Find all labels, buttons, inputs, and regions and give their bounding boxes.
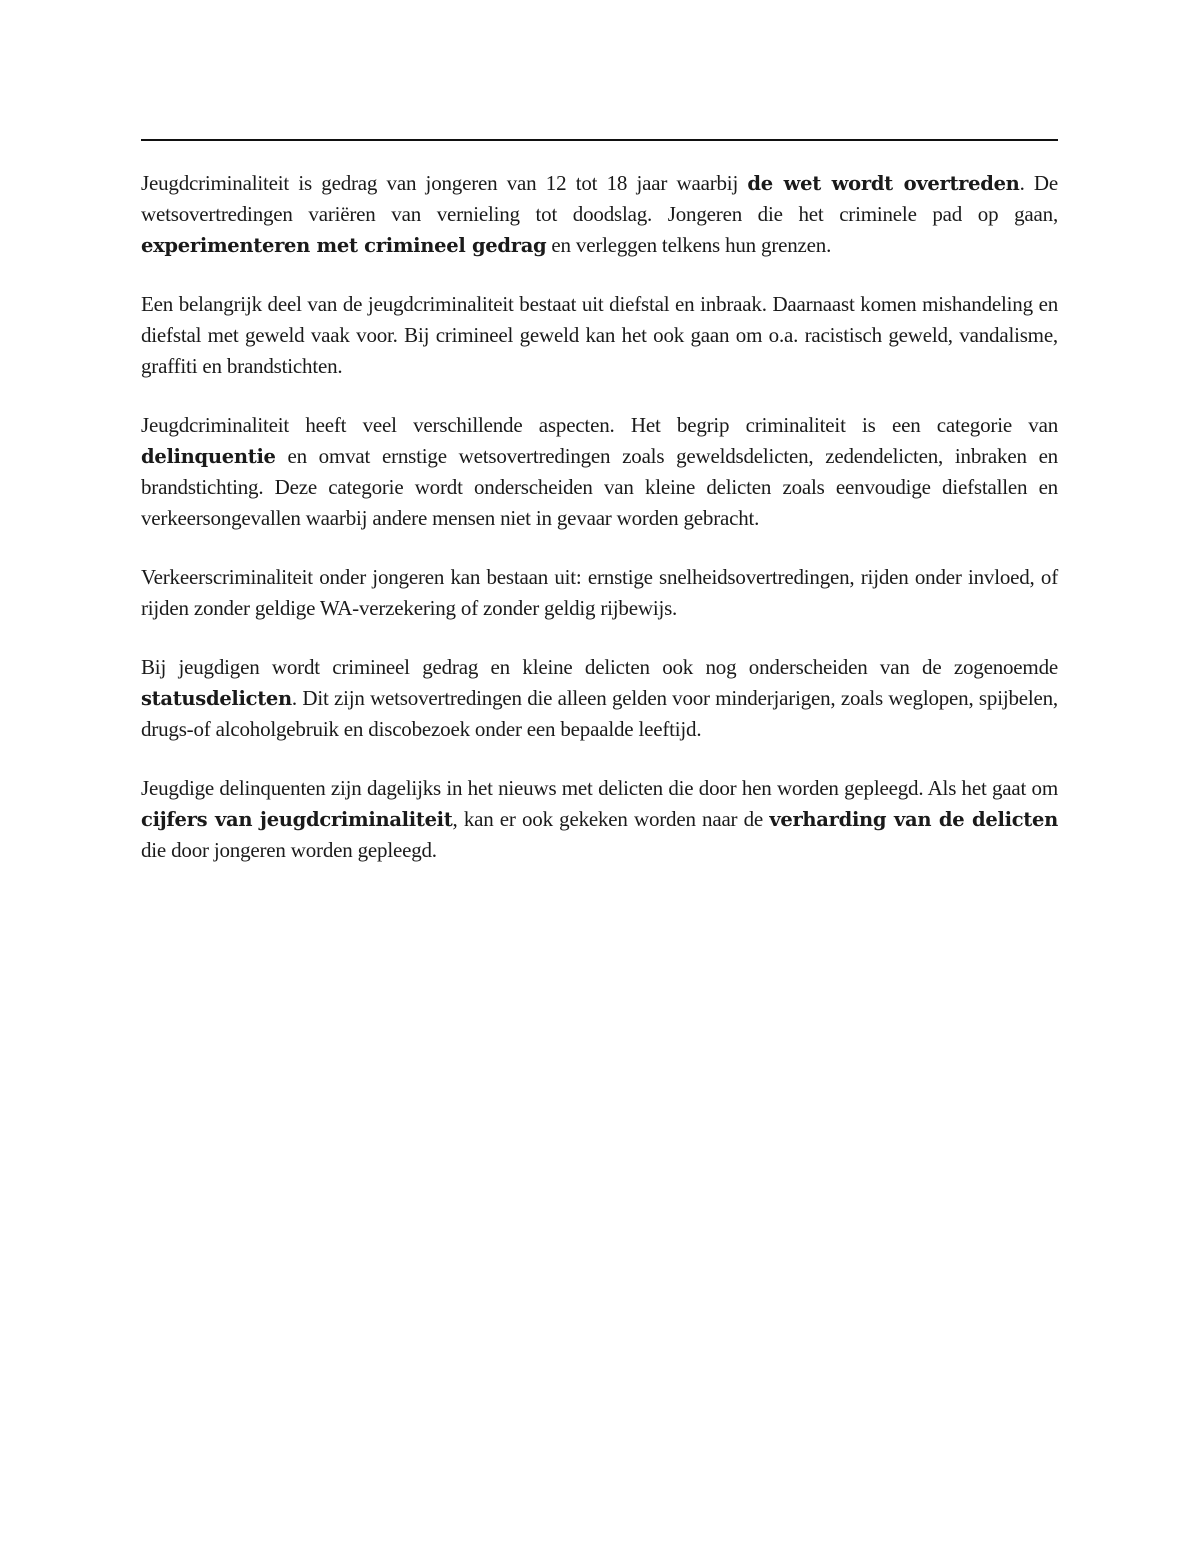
text-run: . De wetsovertredingen variëren van vernieling tot doodslag. Jongeren die het criminele pad op gaan,: [141, 171, 1059, 226]
header-rule: [141, 139, 1058, 141]
text-run: en verleggen telkens hun grenzen.: [546, 233, 832, 257]
paragraph-traffic: [141, 562, 1058, 624]
document-body: [141, 168, 1058, 894]
text-run: Verkeerscriminaliteit onder jongeren kan bestaan uit: ernstige snelheidsovertredingen, rijden onder invloed, of rijden zonder geldige WA-verzekering of zonder geldig rijbewijs.: [141, 565, 1058, 620]
bold-text-run: experimenteren met crimineel gedrag: [141, 234, 547, 257]
text-run: , kan er ook gekeken worden naar de: [452, 807, 770, 831]
paragraph-aspects: [141, 410, 1058, 534]
text-run: . Dit zijn wetsovertredingen die alleen gelden voor minderjarigen, zoals weglopen, spijbelen, drugs-of alcoholgebruik en discobezoek onder een bepaalde leeftijd.: [141, 686, 1058, 741]
bold-text-run: cijfers van jeugdcriminaliteit: [141, 808, 453, 831]
text-run: Jeugdcriminaliteit is gedrag van jongeren van 12 tot 18 jaar waarbij: [141, 171, 748, 195]
text-run: en omvat ernstige wetsovertredingen zoals geweldsdelicten, zedendelicten, inbraken en brandstichting. Deze categorie wordt onderscheiden van kleine delicten zoals eenvoudige diefstallen en verkeersongevallen waarbij andere mensen niet in gevaar worden gebracht.: [141, 444, 1058, 530]
bold-text-run: de wet wordt overtreden: [747, 172, 1020, 195]
paragraph-status-offences: [141, 652, 1058, 745]
bold-text-run: verharding van de delicten: [769, 808, 1058, 831]
paragraph-definition: [141, 168, 1058, 261]
bold-text-run: delinquentie: [141, 445, 276, 468]
text-run: die door jongeren worden gepleegd.: [141, 838, 437, 862]
text-run: Jeugdige delinquenten zijn dagelijks in het nieuws met delicten die door hen worden gepleegd. Als het gaat om: [141, 776, 1058, 800]
paragraph-news: [141, 773, 1058, 866]
text-run: Jeugdcriminaliteit heeft veel verschillende aspecten. Het begrip criminaliteit is een categorie van: [141, 413, 1058, 437]
text-run: Een belangrijk deel van de jeugdcriminaliteit bestaat uit diefstal en inbraak. Daarnaast komen mishandeling en diefstal met geweld vaak voor. Bij crimineel geweld kan het ook gaan om o.a. racistisch geweld, vandalisme, graffiti en brandstichten.: [141, 292, 1058, 378]
bold-text-run: statusdelicten: [141, 687, 292, 710]
text-run: Bij jeugdigen wordt crimineel gedrag en kleine delicten ook nog onderscheiden van de zogenoemde: [141, 655, 1058, 679]
paragraph-theft: [141, 289, 1058, 382]
